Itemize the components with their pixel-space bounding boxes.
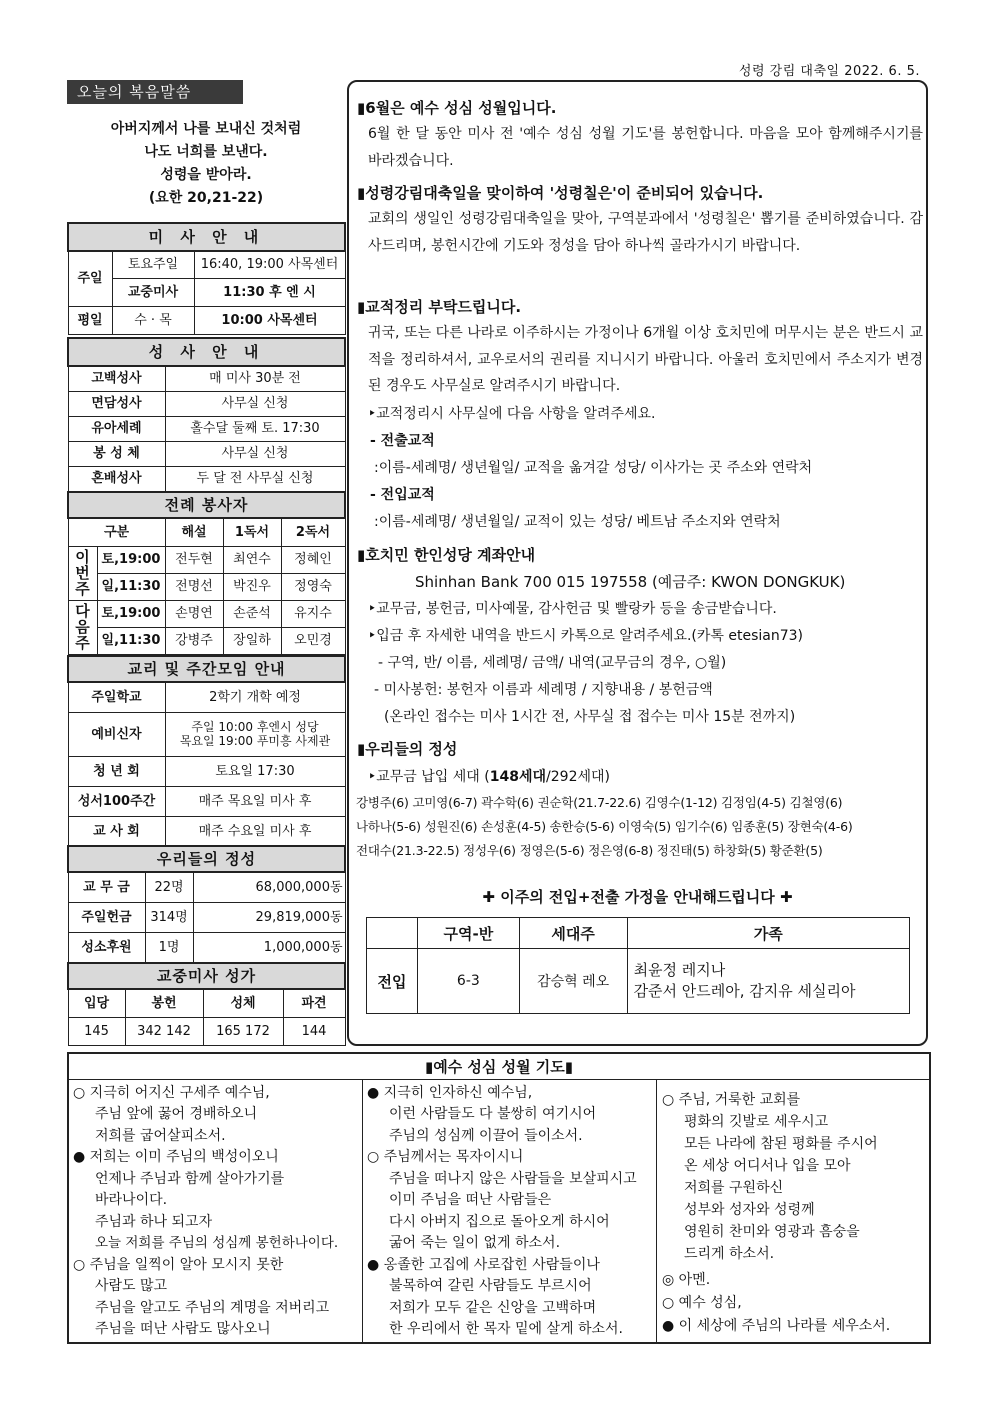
sacrament-info: 홀수달 둘째 토. 17:30 [165, 416, 345, 441]
notice-line: :이름-세례명/ 생년월일/ 교적을 옮겨갈 성당/ 이사가는 곳 주소와 연락처 [374, 460, 813, 476]
prayer-line: 주님을 알고도 주님의 계명을 저버리고 [95, 1300, 330, 1316]
tithe-households: ‣교무금 납입 세대 (148세대/292세대) [368, 769, 610, 785]
servers-title: 전례 봉사자 [68, 492, 345, 518]
hymn-header: 입당 [68, 989, 125, 1017]
sacraments-table [67, 337, 346, 492]
move-row-label: 전입 [367, 949, 418, 1014]
prayer-line: 이런 사람들도 다 불쌍히 여기시어 [389, 1106, 597, 1122]
mass-weekday-label: 평일 [68, 306, 112, 334]
prayer-line: 주님의 성심께 이끌어 들이소서. [389, 1128, 583, 1144]
bulletin-date: 성령 강림 대축일 2022. 6. 5. [738, 64, 920, 79]
hymn-number: 342 142 [125, 1017, 203, 1045]
meeting-name: 예비신자 [68, 712, 165, 756]
mass-schedule-table [67, 222, 346, 335]
hymns-table [67, 962, 346, 1046]
notice-line: ‣교적정리시 사무실에 다음 사항을 알려주세요. [368, 406, 656, 422]
gospel-line: 나도 너희를 보낸다. [144, 144, 268, 160]
gospel-line: 아버지께서 나를 보내신 것처럼 [110, 121, 302, 137]
prayer-line: 주님을 떠나지 않은 사람들을 보살피시고 [389, 1171, 637, 1187]
prayer-line: 바라나이다. [95, 1192, 168, 1208]
servers-header: 구분 [68, 518, 165, 546]
offering-count: 314명 [145, 902, 193, 932]
mass-day: 교중미사 [112, 278, 194, 306]
servers-cell: 손명연 [165, 600, 223, 627]
prayer-line: ○ 예수 성심, [662, 1295, 742, 1311]
servers-cell: 강병주 [165, 627, 223, 654]
notice-line: :이름-세례명/ 생년월일/ 교적이 있는 성당/ 베트남 주소지와 연락처 [374, 514, 781, 530]
donor-list-line: 나하나(5-6) 성원진(6) 손성훈(4-5) 송한승(5-6) 이영숙(5) 임기수(6) 임종훈(5) 장현숙(4-6) [356, 819, 853, 834]
mass-time: 11:30 후 엔 시 [194, 278, 345, 306]
prayer-line: 굶어 죽는 일이 없게 하소서. [389, 1235, 561, 1251]
hymn-number: 144 [283, 1017, 345, 1045]
notice-title: ▮성령강림대축일을 맞이하여 '성령칠은'이 준비되어 있습니다. [357, 184, 764, 202]
servers-cell: 정혜인 [281, 546, 345, 573]
meetings-table [67, 655, 346, 847]
donor-list-line: 전대수(21.3-22.5) 정성우(6) 정영은(5-6) 정은영(6-8) 정진태(5) 하창화(5) 황준환(5) [356, 843, 823, 858]
notice-text: 교회의 생일인 성령강림대축일을 맞아, 구역분과에서 '성령칠은' 뽑기를 준비하였습니다. 감사드리며, 봉헌시간에 기도와 정성을 담아 하나씩 골라가시기 바랍니다. [368, 211, 923, 254]
move-header: 가족 [627, 918, 909, 949]
offering-name: 주일헌금 [68, 902, 145, 932]
prayer-line: 사람도 많고 [95, 1278, 168, 1294]
mass-day: 토요주일 [112, 251, 194, 278]
sacrament-info: 두 달 전 사무실 신청 [165, 466, 345, 491]
servers-group-label: 다음주 [68, 600, 97, 654]
prayer-line: 주님 앞에 꿇어 경배하오니 [95, 1106, 258, 1122]
servers-header: 해설 [165, 518, 223, 546]
servers-cell: 정영숙 [281, 573, 345, 600]
prayer-line: 저희가 모두 같은 신앙을 고백하며 [389, 1300, 597, 1316]
prayer-line: ● 저희는 이미 주님의 백성이오니 [73, 1149, 279, 1165]
servers-group-label: 이번주 [68, 546, 97, 600]
sacrament-name: 고백성사 [68, 366, 165, 391]
servers-cell: 토,19:00 [97, 546, 165, 573]
offering-name: 성소후원 [68, 932, 145, 962]
meeting-info: 매주 목요일 미사 후 [165, 786, 345, 816]
meeting-info: 토요일 17:30 [165, 756, 345, 786]
prayer-line: 다시 아버지 집으로 돌아오게 하시어 [389, 1214, 610, 1230]
servers-cell: 일,11:30 [97, 627, 165, 654]
sacrament-name: 유아세례 [68, 416, 165, 441]
meeting-info: 매주 수요일 미사 후 [165, 816, 345, 846]
hymn-number: 145 [68, 1017, 125, 1045]
prayer-line: ● 이 세상에 주님의 나라를 세우소서. [662, 1318, 891, 1334]
prayer-line: 이미 주님을 떠난 사람들은 [389, 1192, 552, 1208]
servers-table [67, 491, 346, 655]
servers-cell: 장일하 [223, 627, 281, 654]
sacrament-name: 면담성사 [68, 391, 165, 416]
prayer-line: 주님을 떠난 사람도 많사오니 [95, 1321, 271, 1337]
prayer-line: 저희를 구원하신 [684, 1180, 784, 1196]
mass-day: 수 · 목 [112, 306, 194, 334]
gospel-reference: (요한 20,21-22) [148, 190, 264, 206]
offering-count: 22명 [145, 872, 193, 902]
meeting-name: 주일학교 [68, 682, 165, 712]
prayer-line: 온 세상 어디서나 입을 모아 [684, 1158, 851, 1174]
move-zone: 6-3 [417, 949, 519, 1014]
prayer-line: 모든 나라에 참된 평화를 주시어 [684, 1136, 878, 1152]
notice-title: ▮6월은 예수 성심 성월입니다. [357, 99, 557, 117]
offering-amount: 68,000,000동 [193, 872, 345, 902]
servers-cell: 오민경 [281, 627, 345, 654]
prayer-line: 한 우리에서 한 목자 밑에 살게 하소서. [389, 1321, 624, 1337]
prayer-line: ◎ 아멘. [662, 1272, 711, 1288]
prayer-line: 성부와 성자와 성령께 [684, 1202, 815, 1218]
servers-cell: 토,19:00 [97, 600, 165, 627]
prayer-divider [656, 1080, 657, 1342]
prayer-line: 주님과 하나 되고자 [95, 1214, 213, 1230]
servers-cell: 전명선 [165, 573, 223, 600]
offering-amount: 1,000,000동 [193, 932, 345, 962]
notice-title: ▮우리들의 정성 [357, 740, 458, 758]
notice-line: - 전출교적 [370, 433, 435, 449]
meeting-name: 교 사 회 [68, 816, 165, 846]
move-title: ✚ 이주의 전입+전출 가정을 안내해드립니다 ✚ [482, 888, 793, 906]
hymn-header: 봉헌 [125, 989, 203, 1017]
move-family: 최윤정 레지나 감준서 안드레아, 감지유 세실리아 [627, 949, 909, 1014]
move-table [366, 917, 910, 1014]
prayer-line: ○ 주님을 일찍이 알아 모시지 못한 [73, 1257, 284, 1273]
sacrament-name: 혼배성사 [68, 466, 165, 491]
prayer-line: ○ 지극히 어지신 구세주 예수님, [73, 1085, 270, 1101]
notice-line: - 미사봉헌: 봉헌자 이름과 세례명 / 지향내용 / 봉헌금액 [374, 682, 713, 698]
hymn-header: 성체 [203, 989, 283, 1017]
hymn-header: 파견 [283, 989, 345, 1017]
notice-line: ‣입금 후 자세한 내역을 반드시 카톡으로 알려주세요.(카톡 etesian73) [368, 628, 803, 644]
meeting-info: 주일 10:00 후엔시 성당 목요일 19:00 푸미흥 사제관 [165, 712, 345, 756]
move-household-head: 감승혁 레오 [519, 949, 627, 1014]
prayer-line: ● 옹졸한 고집에 사로잡힌 사람들이나 [367, 1257, 600, 1273]
mass-time: 16:40, 19:00 사목센터 [194, 251, 345, 278]
mass-sunday-label: 주일 [68, 251, 112, 306]
sacraments-title: 성 사 안 내 [68, 338, 345, 366]
servers-cell: 전두현 [165, 546, 223, 573]
servers-header: 2독서 [281, 518, 345, 546]
notice-text: 6월 한 달 동안 미사 전 '예수 성심 성월 기도'를 봉헌합니다. 마음을 모아 함께해주시기를 바라겠습니다. [368, 126, 923, 169]
prayer-line: 평화의 깃발로 세우시고 [684, 1114, 829, 1130]
prayer-line: 영원히 찬미와 영광과 흠숭을 [684, 1224, 860, 1240]
bank-account: Shinhan Bank 700 015 197558 (예금주: KWON DONGKUK) [415, 573, 846, 591]
prayer-line: 불목하여 갈린 사람들도 부르시어 [389, 1278, 592, 1294]
servers-cell: 손준석 [223, 600, 281, 627]
offerings-table [67, 845, 346, 963]
notice-title: ▮교적정리 부탁드립니다. [357, 298, 522, 316]
move-header-empty [367, 918, 418, 949]
sacrament-info: 사무실 신청 [165, 391, 345, 416]
prayer-line: 언제나 주님과 함께 살아가기를 [95, 1171, 285, 1187]
notice-title: ▮호치민 한인성당 계좌안내 [357, 546, 536, 564]
meetings-title: 교리 및 주간모임 안내 [68, 656, 345, 682]
prayer-line: 오늘 저희를 주님의 성심께 봉헌하나이다. [95, 1235, 339, 1251]
notice-line: (온라인 접수는 미사 1시간 전, 사무실 접 접수는 미사 15분 전까지) [384, 709, 796, 725]
prayer-line: 드리게 하소서. [684, 1246, 775, 1262]
meeting-name: 성서100주간 [68, 786, 165, 816]
meeting-name: 청 년 회 [68, 756, 165, 786]
notice-text: 귀국, 또는 다른 나라로 이주하시는 가정이나 6개월 이상 호치민에 머무시는 분은 반드시 교적을 정리하셔서, 교우로서의 권리를 지니시기 바랍니다. 아울러 호치민에서 주소지가 변경된 경우도 사무실로 알려주시기 바랍니다. [368, 325, 923, 394]
offering-count: 1명 [145, 932, 193, 962]
servers-cell: 유지수 [281, 600, 345, 627]
servers-header: 1독서 [223, 518, 281, 546]
prayer-divider [362, 1080, 363, 1342]
hymns-title: 교중미사 성가 [68, 963, 345, 989]
prayer-title: ▮예수 성심 성월 기도▮ [69, 1054, 929, 1080]
offering-name: 교 무 금 [68, 872, 145, 902]
offering-amount: 29,819,000동 [193, 902, 345, 932]
sacrament-info: 매 미사 30분 전 [165, 366, 345, 391]
mass-schedule-title: 미 사 안 내 [68, 223, 345, 251]
servers-cell: 일,11:30 [97, 573, 165, 600]
servers-cell: 박진우 [223, 573, 281, 600]
gospel-label: 오늘의 복음말씀 [67, 80, 243, 104]
servers-cell: 최연수 [223, 546, 281, 573]
hymn-number: 165 172 [203, 1017, 283, 1045]
prayer-line: ● 지극히 인자하신 예수님, [367, 1085, 533, 1101]
move-header: 구역-반 [417, 918, 519, 949]
offerings-title: 우리들의 정성 [68, 846, 345, 872]
notice-line: - 구역, 반/ 이름, 세례명/ 금액/ 내역(교무금의 경우, ○월) [378, 655, 727, 671]
donor-list-line: 강병주(6) 고미영(6-7) 곽수학(6) 권순학(21.7-22.6) 김영수(1-12) 김정임(4-5) 김철영(6) [356, 795, 843, 810]
meeting-info: 2학기 개학 예정 [165, 682, 345, 712]
notice-line: ‣교무금, 봉헌금, 미사예물, 감사헌금 및 빨랑카 등을 송금받습니다. [368, 601, 777, 617]
move-header: 세대주 [519, 918, 627, 949]
prayer-line: ○ 주님, 거룩한 교회를 [662, 1092, 801, 1108]
sacrament-name: 봉 성 체 [68, 441, 165, 466]
sacrament-info: 사무실 신청 [165, 441, 345, 466]
prayer-line: ○ 주님께서는 목자이시니 [367, 1149, 524, 1165]
gospel-text [67, 118, 345, 210]
notice-line: - 전입교적 [370, 487, 435, 503]
mass-time: 10:00 사목센터 [194, 306, 345, 334]
gospel-line: 성령을 받아라. [160, 167, 252, 183]
prayer-line: 저희를 굽어살피소서. [95, 1128, 226, 1144]
